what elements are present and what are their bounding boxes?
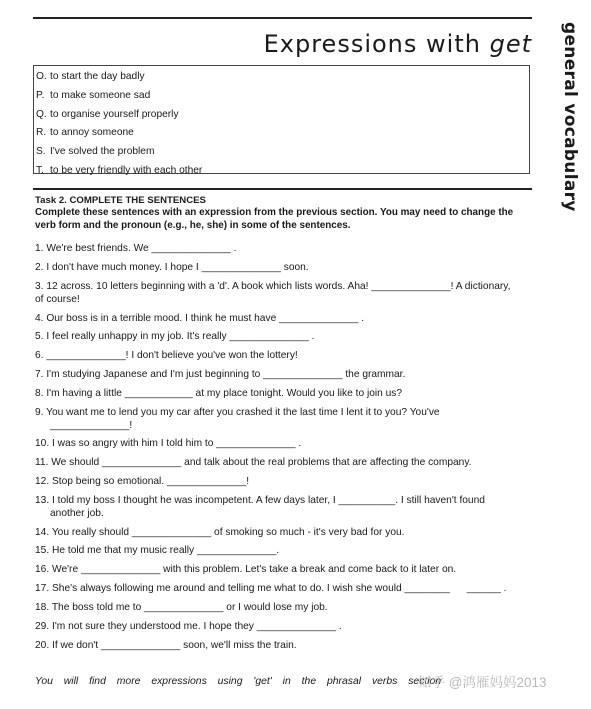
question-item [35,437,533,450]
question-text: I feel really unhappy in my job. It's really ______________ . [46,331,315,342]
question-text: I told my boss I thought he was incompetent. A few days later, I __________. I still haven't found [52,495,485,506]
question-number: 6. [35,350,44,361]
question-item [35,280,533,306]
question-text: We're best friends. We ______________ . [46,243,237,254]
question-number: 12. [35,476,50,487]
question-number: 3. [35,281,44,292]
question-text: Stop being so emotional. ______________! [52,476,250,487]
question-number: 20. [35,640,50,651]
option-letter: Q. [36,108,47,120]
question-item [35,639,533,652]
question-item [35,544,533,557]
option-item [34,106,529,125]
question-number: 11. [35,457,49,468]
question-continuation: another job. [50,508,104,519]
option-text: to organise yourself properly [50,108,179,120]
question-item [35,456,533,469]
title-main: Expressions with [263,30,490,58]
question-text: You really should ______________ of smoking so much - it's very bad for you. [51,527,405,538]
question-item [35,406,533,432]
title-emphasis: get [489,30,532,58]
option-item [34,162,529,181]
question-text: I'm studying Japanese and I'm just beginning to ______________ the grammar. [46,369,406,380]
option-letter: T. [36,164,44,176]
question-text: He told me that my music really ______________. [52,545,280,556]
page-title [33,24,532,64]
question-number: 1. [35,243,44,254]
question-item [35,368,533,381]
watermark: 知乎 @鸿雁妈妈2013 [418,675,547,690]
option-letter: S. [36,146,46,158]
question-text: ______________! I don't believe you've won the lottery! [46,350,298,361]
question-continuation: of course! [35,294,80,305]
question-text: I was so angry with him I told him to ______________ . [52,438,302,449]
question-number: 4. [35,313,44,324]
question-number: 16. [35,564,50,575]
question-text: 12 across. 10 letters beginning with a 'd'. A book which lists words. Aha! ______________! A dictionary, [46,281,511,292]
footer-note: You will find more expressions using 'get' in the phrasal verbs section [35,676,442,687]
question-item [35,620,533,633]
question-number: 15. [35,545,50,556]
question-text: Our boss is in a terrible mood. I think he must have ______________ . [46,313,365,324]
question-item [35,242,533,255]
question-text: We're ______________ with this problem. Let's take a break and come back to it later on. [52,564,457,575]
question-number: 10. [35,438,50,449]
question-continuation: ______________! [50,420,133,431]
top-rule [33,17,532,19]
option-text: to make someone sad [50,89,151,101]
question-number: 7. [35,369,44,380]
question-number: 13. [35,495,50,506]
option-item [34,124,529,143]
question-item [35,563,533,576]
question-number: 8. [35,388,44,399]
task-heading: Task 2. COMPLETE THE SENTENCES [35,195,206,206]
task-instructions: Complete these sentences with an expression from the previous section. You may need to change the verb form and the pronoun (e.g., he, she) in some of the sentences. [35,207,514,231]
question-item [35,475,533,488]
question-text: I'm not sure they understood me. I hope they ______________ . [52,621,342,632]
question-text: You want me to lend you my car after you crashed it the last time I lent it to you? You've [46,407,440,418]
question-item [35,387,533,400]
task-divider [33,188,532,190]
question-number: 5. [35,331,44,342]
option-item [34,68,529,87]
question-item [35,261,533,274]
option-letter: R. [36,127,47,139]
question-text: We should ______________ and talk about the real problems that are affecting the company. [51,457,472,468]
section-side-label [548,22,584,212]
question-text: I don't have much money. I hope I ______________ soon. [46,262,309,273]
question-number: 29. [35,621,50,632]
question-item [35,582,533,595]
question-number: 18. [35,602,50,613]
question-text: She's always following me around and telling me what to do. I wish she would ________ ______ . [52,583,507,594]
question-number: 14. [35,527,50,538]
option-letter: P. [36,89,45,101]
option-text: I've solved the problem [50,146,155,158]
question-item [35,494,533,520]
options-box [33,65,530,174]
option-text: to annoy someone [50,127,134,139]
question-item [35,349,533,362]
question-number: 2. [35,262,44,273]
option-item [34,87,529,106]
question-text: If we don't ______________ soon, we'll miss the train. [52,640,297,651]
option-letter: O. [36,71,47,82]
question-text: The boss told me to ______________ or I would lose my job. [51,602,328,613]
option-text: to be very friendly with each other [50,164,203,176]
question-item [35,330,533,343]
question-text: I'm having a little ____________ at my place tonight. Would you like to join us? [46,388,403,399]
option-text: to start the day badly [50,71,145,82]
question-item [35,601,533,614]
option-item [34,143,529,162]
question-number: 17. [35,583,50,594]
question-item [35,312,533,325]
question-number: 9. [35,407,44,418]
side-label-text: general vocabulary [560,22,580,212]
question-item [35,526,533,539]
